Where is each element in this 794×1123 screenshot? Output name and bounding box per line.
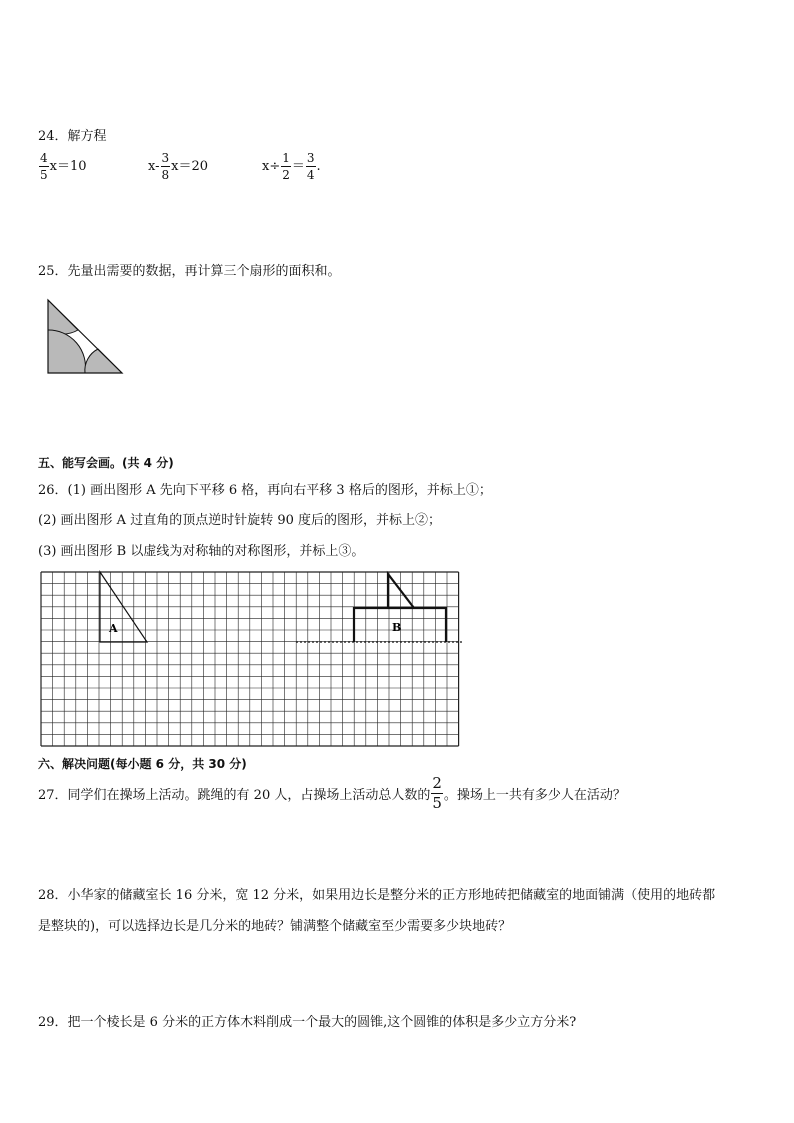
fraction-denominator: 4 (306, 168, 315, 182)
q27-text-before: 27．同学们在操场上活动。跳绳的有 20 人，占操场上活动总人数的 (38, 788, 431, 803)
q27-text (38, 776, 626, 811)
grid-lines (41, 572, 459, 746)
figure-a-label: A (109, 622, 118, 635)
fraction-numerator: 3 (306, 151, 315, 165)
figure-b-flag (388, 574, 414, 608)
fraction-denominator: 5 (40, 168, 48, 182)
fraction-denominator: 2 (282, 168, 290, 182)
q29-text: 29．把一个棱长是 6 分米的正方体木料削成一个最大的圆锥,这个圆锥的体积是多少立方分米? (38, 1015, 577, 1030)
q24-title: 24．解方程 (38, 129, 107, 144)
section5-heading: 五、能写会画。(共 4 分) (38, 456, 174, 470)
q26-line-1: 26．(1) 画出图形 A 先向下平移 6 格，再向右平移 3 格后的图形，并标上①； (38, 483, 492, 498)
q26-line-3: (3) 画出图形 B 以虚线为对称轴的对称图形，并标上③。 (38, 544, 365, 559)
equals-sign: ＝ (291, 159, 305, 174)
equation-rest: x＝20 (171, 159, 209, 174)
fraction-denominator: 8 (161, 168, 170, 182)
q26-line-2: (2) 画出图形 A 过直角的顶点逆时针旋转 90 度后的图形，并标上②； (38, 513, 442, 528)
q27-text-after: 。操场上一共有多少人在活动？ (443, 788, 626, 803)
fraction-numerator: 4 (40, 151, 48, 165)
fraction-numerator: 2 (432, 774, 442, 792)
q25-text: 25．先量出需要的数据，再计算三个扇形的面积和。 (38, 264, 341, 279)
q28-line-2: 是整块的)，可以选择边长是几分米的地砖？铺满整个储藏室至少需要多少块地砖？ (38, 919, 512, 934)
fraction (431, 776, 443, 811)
equation-rest: x＝10 (49, 159, 87, 174)
fraction-numerator: 3 (161, 151, 170, 165)
fraction-denominator: 5 (432, 794, 442, 812)
fraction-numerator: 1 (282, 151, 290, 165)
equation-prefix: x- (148, 159, 160, 174)
figure-b-label: B (392, 621, 402, 634)
q28-line-1: 28．小华家的储藏室长 16 分米，宽 12 分米，如果用边长是整分米的正方形地砖把储藏室的地面铺满（使用的地砖都 (38, 888, 716, 903)
section6-heading: 六、解决问题(每小题 6 分，共 30 分) (38, 757, 247, 771)
equation-prefix: x÷ (262, 159, 281, 174)
equation-end: . (316, 159, 321, 174)
